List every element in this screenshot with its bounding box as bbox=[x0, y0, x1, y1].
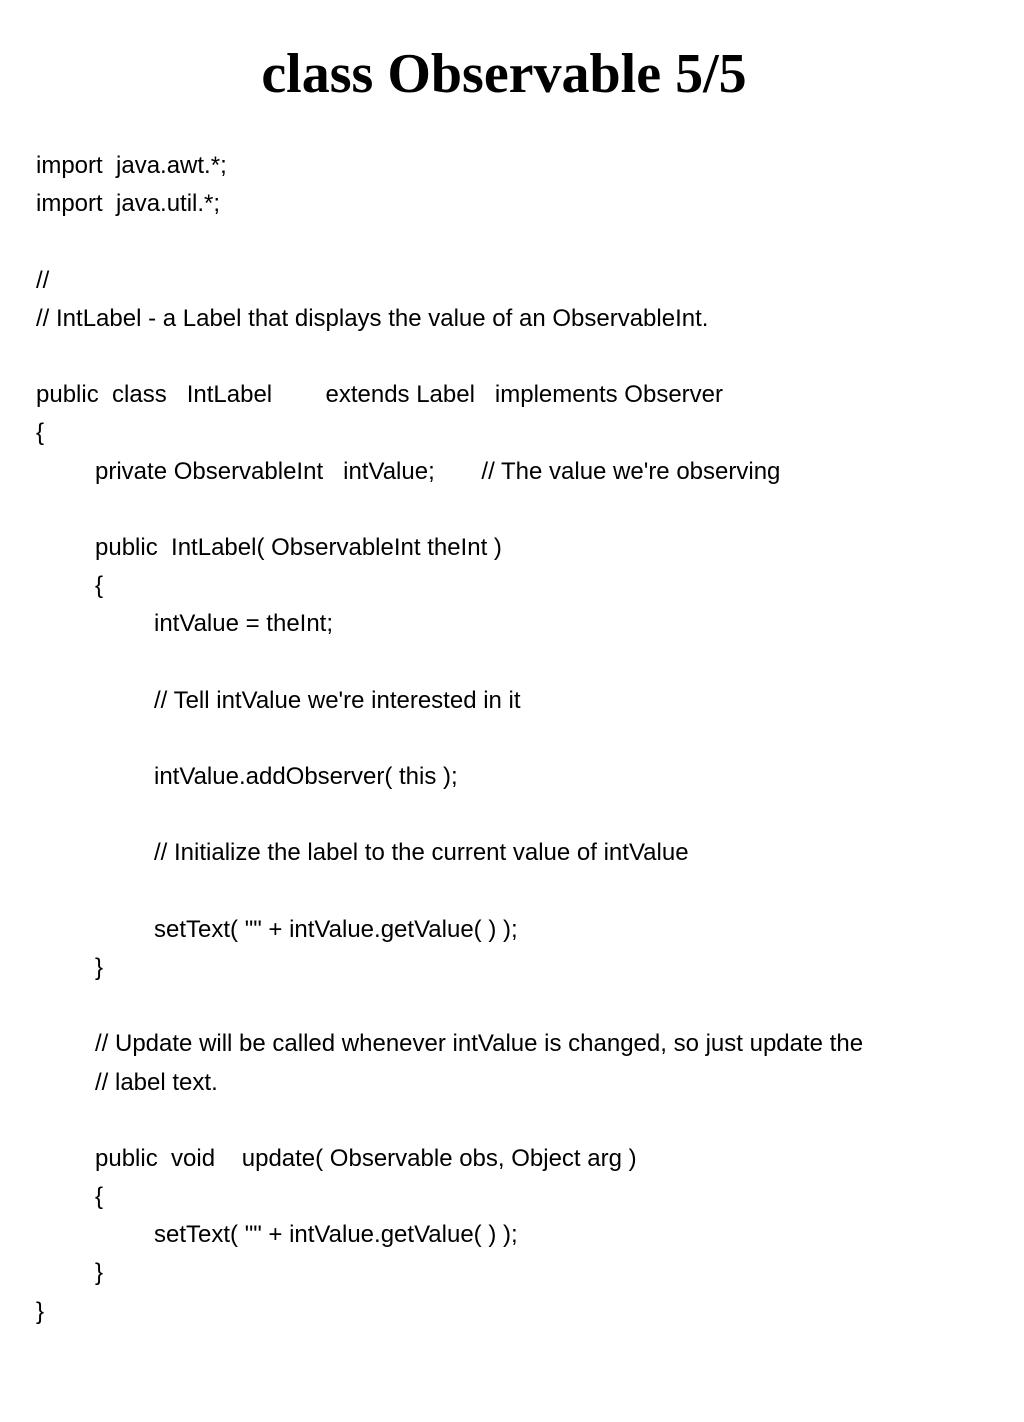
code-line: // Tell intValue we're interested in it bbox=[154, 686, 521, 714]
code-line: setText( "" + intValue.getValue( ) ); bbox=[154, 915, 518, 943]
code-line: intValue.addObserver( this ); bbox=[154, 763, 458, 790]
blank-line bbox=[36, 987, 996, 1025]
code-line: // bbox=[36, 266, 50, 294]
code-line: public class IntLabel extends Label implements Observer bbox=[36, 381, 723, 409]
code-listing bbox=[36, 147, 996, 1331]
blank-line bbox=[36, 338, 996, 376]
code-line: { bbox=[95, 572, 104, 600]
blank-line bbox=[36, 720, 996, 758]
code-line: } bbox=[95, 953, 104, 981]
code-line: // Initialize the label to the current value of intValue bbox=[154, 839, 689, 867]
code-line: setText( "" + intValue.getValue( ) ); bbox=[154, 1221, 518, 1249]
code-line: private ObservableInt intValue; // The value we're observing bbox=[95, 457, 781, 485]
page-title: class Observable 5/5 bbox=[261, 43, 747, 105]
code-line: { bbox=[95, 1183, 104, 1211]
code-line: // Update will be called whenever intValue is changed, so just update the bbox=[95, 1030, 864, 1058]
code-line: // IntLabel - a Label that displays the value of an ObservableInt. bbox=[36, 304, 709, 332]
code-line: intValue = theInt; bbox=[154, 610, 334, 638]
blank-line bbox=[36, 491, 996, 529]
code-line: import java.awt.*; bbox=[36, 152, 227, 179]
code-line: } bbox=[95, 1259, 104, 1287]
blank-line bbox=[36, 223, 996, 261]
blank-line bbox=[36, 1102, 996, 1140]
blank-line bbox=[36, 796, 996, 834]
code-line: import java.util.*; bbox=[36, 190, 221, 218]
code-line: { bbox=[36, 419, 45, 447]
blank-line bbox=[36, 873, 996, 911]
code-line: public IntLabel( ObservableInt theInt ) bbox=[95, 533, 502, 561]
code-line: } bbox=[36, 1297, 45, 1325]
code-line: // label text. bbox=[95, 1068, 218, 1096]
code-line: public void update( Observable obs, Object arg ) bbox=[95, 1144, 637, 1172]
blank-line bbox=[36, 643, 996, 681]
